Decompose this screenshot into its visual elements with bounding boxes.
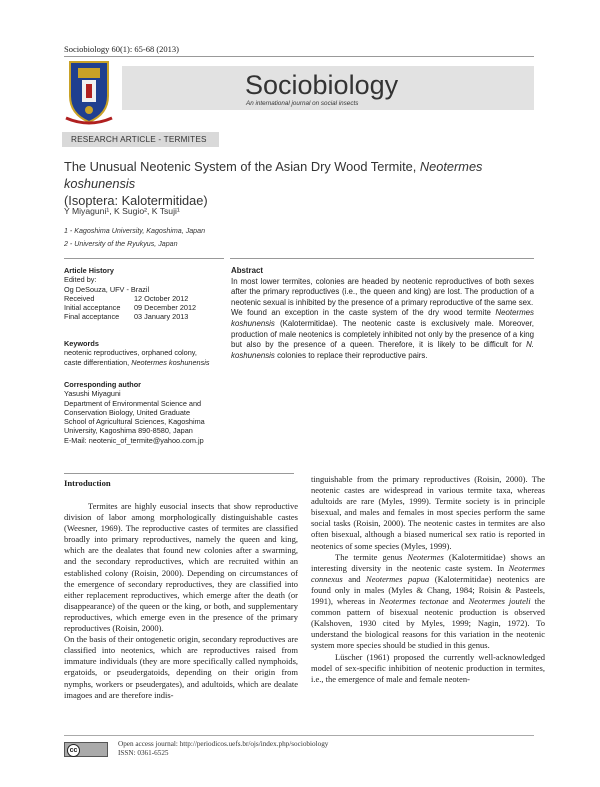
journal-name: Sociobiology (245, 70, 399, 100)
abstract-p1: In most lower termites, colonies are headed by neotenic reproductives of both sexes after the primary reproductives (i.e., the queen and king) are lost. The production of a neotenic sexual is inhibited by the presence of a primary reproductive of the same sex. (231, 276, 534, 307)
abstract-p2: We found an exception in the caste system of the dry wood termite Neotermes koshunensis (Kalotermitidae). The neotenic caste is exclusively male. Moreover, production of male neotenics is completely inhibited not only by the presence of a king but also by the presence of a queen. Therefore, it is likely to be difficult for N. koshunensis colonies to replace their reproductive pairs. (231, 308, 534, 360)
abstract (231, 266, 534, 361)
journal-reference: Sociobiology 60(1): 65-68 (2013) (64, 44, 179, 54)
title-main: The Unusual Neotenic System of the Asian Dry Wood Termite, (64, 159, 420, 174)
cc-icon: cc (67, 744, 80, 757)
keywords-heading: Keywords (64, 339, 99, 348)
author-list: Y Miyaguni¹, K Sugio², K Tsuji¹ (64, 206, 180, 216)
footer-rule (64, 735, 534, 736)
affiliation-1: 1 - Kagoshima University, Kagoshima, Japan (64, 227, 206, 235)
header-rule (64, 56, 534, 57)
journal-subtitle: An international journal on social insects (246, 100, 359, 107)
edited-by-label: Edited by: (64, 275, 97, 285)
history-heading: Article History (64, 266, 114, 275)
article-title (64, 158, 538, 209)
corresponding-author: Corresponding author Yasushi Miyaguni Department of Environmental Science and Conservation Biology, United Graduate School of Agricultural Sciences, Kagoshima University, Kagoshima 890-8580, Japan E-Mail: neotenic_of_termite@yahoo.com.jp (64, 380, 205, 445)
footer-issn: ISSN: 0361-6525 (118, 749, 169, 757)
corresponding-email[interactable]: E-Mail: neotenic_of_termite@yahoo.com.jp (64, 435, 204, 445)
footer-url[interactable]: Open access journal: http://periodicos.uefs.br/ojs/index.php/sociobiology (118, 740, 329, 748)
affiliation-2: 2 - University of the Ryukyus, Japan (64, 240, 178, 248)
footer-text (118, 740, 328, 758)
left-column (64, 501, 298, 701)
abstract-rule (230, 258, 534, 259)
history-row-received: Received 12 October 2012 (64, 293, 189, 303)
intro-rule (64, 473, 294, 474)
left-p1: Termites are highly eusocial insects that show reproductive division of labor among morphologically distinguishable castes (Weesner, 1969). The reproductive castes of termites are classified broadly into primary reproductives, namely the queen and king, which are the dealates that found new colonies after a swarming, and the secondary reproductives, which are recruited within an established colony (Roisin, 2000). Depending on circumstances of the emergence of secondary reproductives, they are classified into either replacement reproductives, which emerge after the death (or disappearance) of the queen or the king, or both, and supplementary reproductives, which emerge even in the presence of the primary reproductives (Roisin, 2000). (64, 501, 298, 634)
title-species: Neotermes koshunensis (64, 159, 483, 191)
abstract-heading: Abstract (231, 266, 264, 275)
editor-name: Og DeSouza, UFV - Brazil (64, 284, 150, 294)
corresponding-heading: Corresponding author (64, 380, 142, 389)
intro-heading: Introduction (64, 478, 111, 488)
right-p2: The termite genus Neotermes (Kalotermitidae) shows an interesting diversity in the neotenic caste system. In Neotermes connexus and Neotermes papua (Kalotermitidae) neotenics are found only in males (Myles & Chang, 1984; Roisin & Pasteels, 1991), whereas in Neotermes tectonae and Neotermes jouteli the common pattern of bisexual neotenic production is observed (Kalshoven, 1930 cited by Myles, 1999; Nagin, 1972). To understand the biological reasons for this variation in the neotenic system more species should be studied in this genus. (311, 551, 545, 651)
right-p1: tinguishable from the primary reproductives (Roisin, 2000). The neotenic castes are widespread in various termite taxa, whereas adultoids are rare (Myles, 1999). Termite society is in principle bisexual, and males and females in most species perform the same social tasks (Roisin, 2000). The neotenic castes in termites are also often bisexual, although a biased numerical sex ratio is reported in neotenics of some species (Myles, 1999). (311, 474, 545, 551)
university-crest-logo (64, 58, 114, 126)
side-rule (64, 258, 224, 259)
right-column (311, 474, 545, 685)
right-p3: Lüscher (1961) proposed the currently well-acknowledged model of sex-specific inhibition of neotenic production in termites, i.e., the emergence of male and female neoten- (311, 651, 545, 684)
article-history (64, 266, 234, 322)
history-row-initial: Initial acceptance 09 December 2012 (64, 303, 197, 313)
article-type-badge: RESEARCH ARTICLE - TERMITES (62, 132, 219, 147)
keywords: Keywords neotenic reproductives, orphaned colony, caste differentiation, Neotermes koshunensis (64, 339, 210, 367)
title-sub: (Isoptera: Kalotermitidae) (64, 193, 208, 208)
history-row-final: Final acceptance 03 January 2013 (64, 312, 189, 322)
cc-license-badge[interactable] (64, 742, 108, 757)
left-p2: On the basis of their ontogenetic origin, secondary reproductives are classified into neotenics, which are reproductives raised from immature individuals (they are more specifically called nymphoids, ergatoids, or pseudergatoids, depending on their origin from nymphs, workers or pseudergates), and adultoids, which are dealate imagoes and are therefore indis- (64, 634, 298, 700)
